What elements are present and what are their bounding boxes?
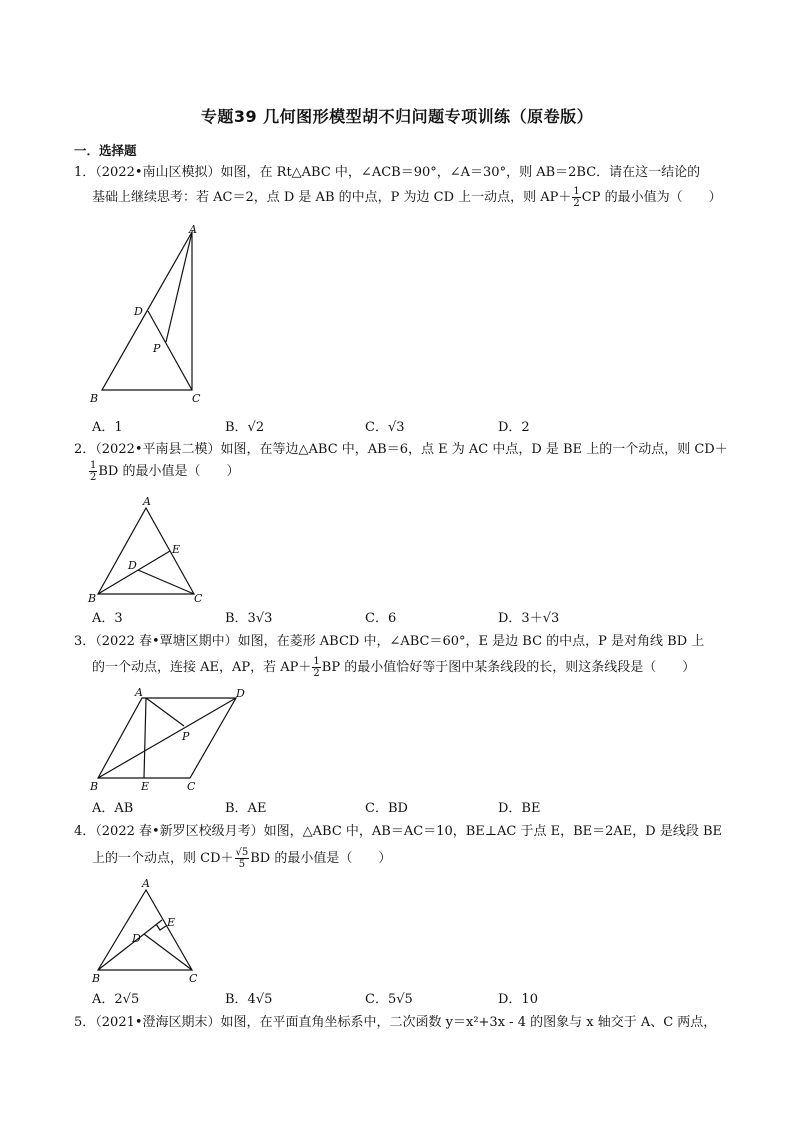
q2-line-2 (88, 460, 239, 483)
q3-label-p: P (182, 730, 190, 743)
q2-fraction: $\frac{1}{2}$ (90, 460, 97, 483)
q3-segment-ae (144, 698, 146, 778)
q4-line-2a: 上的一个动点，则 CD＋ (92, 851, 234, 866)
q2-option-c: C．6 (365, 611, 397, 626)
q3-label-e: E (141, 780, 150, 793)
q1-option-a: A．1 (92, 420, 123, 435)
q4-right-angle-mark (156, 924, 166, 930)
section-heading: 一．选择题 (74, 143, 137, 158)
q1-line-2a: 基础上继续思考：若 AC＝2，点 D 是 AB 的中点，P 为边 CD 上一动点，则 AP＋ (92, 190, 572, 205)
q1-label-a: A (189, 223, 197, 236)
q1-option-c: C．√3 (365, 420, 405, 435)
q1-label-d: D (134, 305, 143, 318)
q1-label-p: P (153, 342, 161, 355)
q1-line-1: 1．（2022•南山区模拟）如图，在 Rt△ABC 中，∠ACB＝90°，∠A＝30°，则 AB＝2BC．请在这一结论的 (74, 165, 701, 180)
q4-line-2 (92, 847, 391, 870)
page-title: 专题39 几何图形模型胡不归问题专项训练（原卷版） (200, 107, 594, 126)
q3-label-c: C (187, 780, 196, 793)
q4-label-b: B (92, 972, 101, 985)
q2-option-a: A．3 (92, 611, 123, 626)
q3-line-2 (92, 656, 695, 679)
q5-line-1: 5．（2021•澄海区期末）如图，在平面直角坐标系中，二次函数 y＝x²+3x - 4 的图象与 x 轴交于 A、C 两点， (74, 1015, 717, 1030)
q3-option-d: D．BE (498, 801, 541, 816)
q4-triangle-abc (98, 890, 192, 970)
q1-segment-ap (166, 232, 192, 342)
q2-label-c: C (194, 592, 203, 604)
q4-label-c: C (189, 972, 198, 985)
q4-option-b: B．4√5 (225, 992, 273, 1007)
q2-figure (86, 494, 216, 604)
q3-figure (86, 686, 256, 796)
q2-label-b: B (88, 592, 97, 604)
q2-line-1: 2．（2022•平南县二模）如图，在等边△ABC 中，AB＝6，点 E 为 AC 中点，D 是 BE 上的一个动点，则 CD＋ (74, 442, 728, 457)
q4-label-a: A (142, 877, 150, 890)
q1-option-d: D．2 (498, 420, 530, 435)
q1-line-2 (92, 186, 722, 209)
q4-line-2b: BD 的最小值是（ ） (250, 851, 392, 866)
q3-label-d: D (236, 687, 245, 700)
q3-line-1: 3．（2022 春•覃塘区期中）如图，在菱形 ABCD 中，∠ABC＝60°，E 是边 BC 的中点，P 是对角线 BD 上 (74, 634, 705, 649)
q3-label-a: A (135, 686, 143, 699)
q1-line-2b: CP 的最小值为（ ） (581, 190, 722, 205)
q2-line-2b: BD 的最小值是（ ） (98, 464, 240, 479)
q3-diagonal-bd (98, 698, 236, 778)
q4-fraction: $\frac{√5}{5}$ (235, 847, 249, 870)
q3-segment-ap (146, 698, 184, 726)
q4-option-d: D．10 (498, 992, 538, 1007)
q4-segment-be (98, 920, 162, 970)
q4-line-1: 4．（2022 春•新罗区校级月考）如图，△ABC 中，AB＝AC＝10，BE⊥AC 于点 E，BE＝2AE，D 是线段 BE (74, 824, 723, 839)
q2-option-b: B．3√3 (225, 611, 273, 626)
q2-segment-be (98, 551, 170, 594)
q4-option-a: A．2√5 (92, 992, 140, 1007)
q3-option-b: B．AE (225, 801, 267, 816)
q3-option-a: A．AB (92, 801, 134, 816)
q4-segment-dc (144, 934, 192, 970)
q3-line-2a: 的一个动点，连接 AE，AP，若 AP＋ (92, 660, 312, 675)
q1-label-b: B (90, 392, 99, 405)
q2-label-a: A (143, 495, 151, 508)
q1-figure (88, 222, 218, 408)
q2-segment-dc (138, 570, 194, 594)
q1-fraction: $\frac{1}{2}$ (573, 186, 580, 209)
q3-line-2b: BP 的最小值恰好等于图中某条线段的长，则这条线段是（ ） (321, 660, 696, 675)
q3-label-b: B (90, 780, 99, 793)
q1-label-c: C (192, 392, 201, 405)
q2-label-e: E (172, 543, 181, 556)
q4-figure (86, 876, 216, 988)
q3-option-c: C．BD (365, 801, 408, 816)
q2-label-d: D (128, 559, 137, 572)
q4-label-e: E (167, 916, 176, 929)
q2-option-d: D．3＋√3 (498, 611, 560, 626)
q1-option-b: B．√2 (225, 420, 265, 435)
q4-option-c: C．5√5 (365, 992, 413, 1007)
q4-label-d: D (132, 932, 141, 945)
q3-fraction: $\frac{1}{2}$ (313, 656, 320, 679)
